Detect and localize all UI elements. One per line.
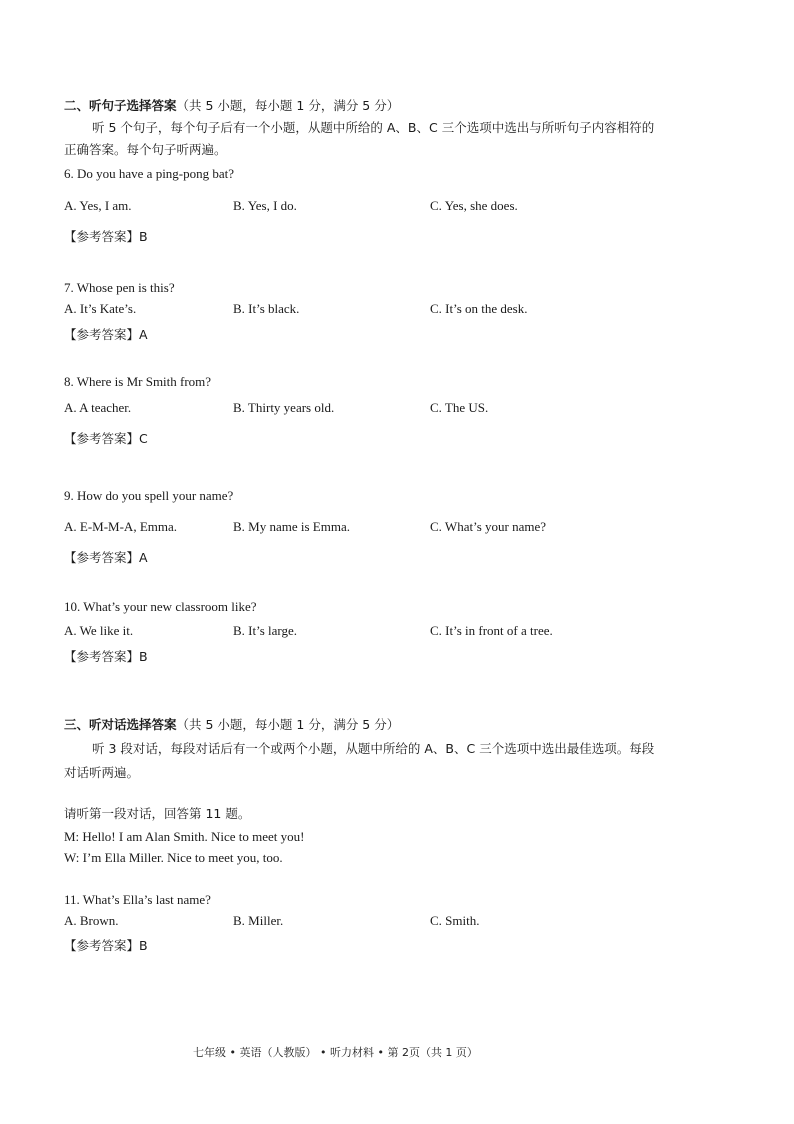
dialog-1-line-w: W: I’m Ella Miller. Nice to meet you, too. <box>64 850 283 865</box>
question-7: 7. Whose pen is this? <box>64 280 175 295</box>
question-10-answer: 【参考答案】B <box>64 649 148 664</box>
page-footer: 七年级 • 英语（人教版） • 听力材料 • 第 2页（共 1 页） <box>193 1046 478 1059</box>
question-7-option-a: A. It’s Kate’s. <box>64 301 137 316</box>
question-10-option-a: A. We like it. <box>64 623 134 638</box>
question-8-answer: 【参考答案】C <box>64 431 148 446</box>
section-2-title: 二、听句子选择答案 <box>64 98 177 113</box>
question-9-answer: 【参考答案】A <box>64 550 148 565</box>
section-2-instructions-1: 听 5 个句子，每个句子后有一个小题，从题中所给的 A、B、C 三个选项中选出与所听句子内容相符的 <box>92 120 655 135</box>
question-7-answer: 【参考答案】A <box>64 327 148 342</box>
question-6-option-b: B. Yes, I do. <box>233 198 297 213</box>
question-11-option-c: C. Smith. <box>430 913 480 928</box>
question-8-option-a: A. A teacher. <box>64 400 132 415</box>
question-8: 8. Where is Mr Smith from? <box>64 374 212 389</box>
question-8-option-c: C. The US. <box>430 400 489 415</box>
section-3-instructions-1: 听 3 段对话，每段对话后有一个或两个小题，从题中所给的 A、B、C 三个选项中选出最佳选项。每段 <box>92 741 655 756</box>
section-3-heading <box>64 717 399 733</box>
section-3-instructions-2: 对话听两遍。 <box>64 765 140 780</box>
question-7-option-c: C. It’s on the desk. <box>430 301 528 316</box>
question-9: 9. How do you spell your name? <box>64 488 234 503</box>
question-10-option-c: C. It’s in front of a tree. <box>430 623 553 638</box>
section-2-heading <box>64 98 399 114</box>
question-8-option-b: B. Thirty years old. <box>233 400 335 415</box>
question-9-option-b: B. My name is Emma. <box>233 519 350 534</box>
question-11-answer: 【参考答案】B <box>64 938 148 953</box>
question-11-option-b: B. Miller. <box>233 913 284 928</box>
section-2-instructions-2: 正确答案。每个句子听两遍。 <box>64 142 227 157</box>
section-3-title: 三、听对话选择答案 <box>64 717 177 732</box>
question-9-option-a: A. E-M-M-A, Emma. <box>64 519 178 534</box>
dialog-1-intro: 请听第一段对话，回答第 11 题。 <box>64 806 251 821</box>
section-3-scoring: （共 5 小题，每小题 1 分，满分 5 分） <box>176 717 400 732</box>
question-11: 11. What’s Ella’s last name? <box>64 892 211 907</box>
question-10-option-b: B. It’s large. <box>233 623 298 638</box>
question-10: 10. What’s your new classroom like? <box>64 599 257 614</box>
question-6-option-a: A. Yes, I am. <box>64 198 132 213</box>
question-6-option-c: C. Yes, she does. <box>430 198 518 213</box>
question-9-option-c: C. What’s your name? <box>430 519 547 534</box>
question-6: 6. Do you have a ping-pong bat? <box>64 166 235 181</box>
section-2-scoring: （共 5 小题，每小题 1 分，满分 5 分） <box>176 98 400 113</box>
dialog-1-line-m: M: Hello! I am Alan Smith. Nice to meet you! <box>64 829 305 844</box>
question-6-answer: 【参考答案】B <box>64 229 148 244</box>
question-7-option-b: B. It’s black. <box>233 301 300 316</box>
question-11-option-a: A. Brown. <box>64 913 119 928</box>
